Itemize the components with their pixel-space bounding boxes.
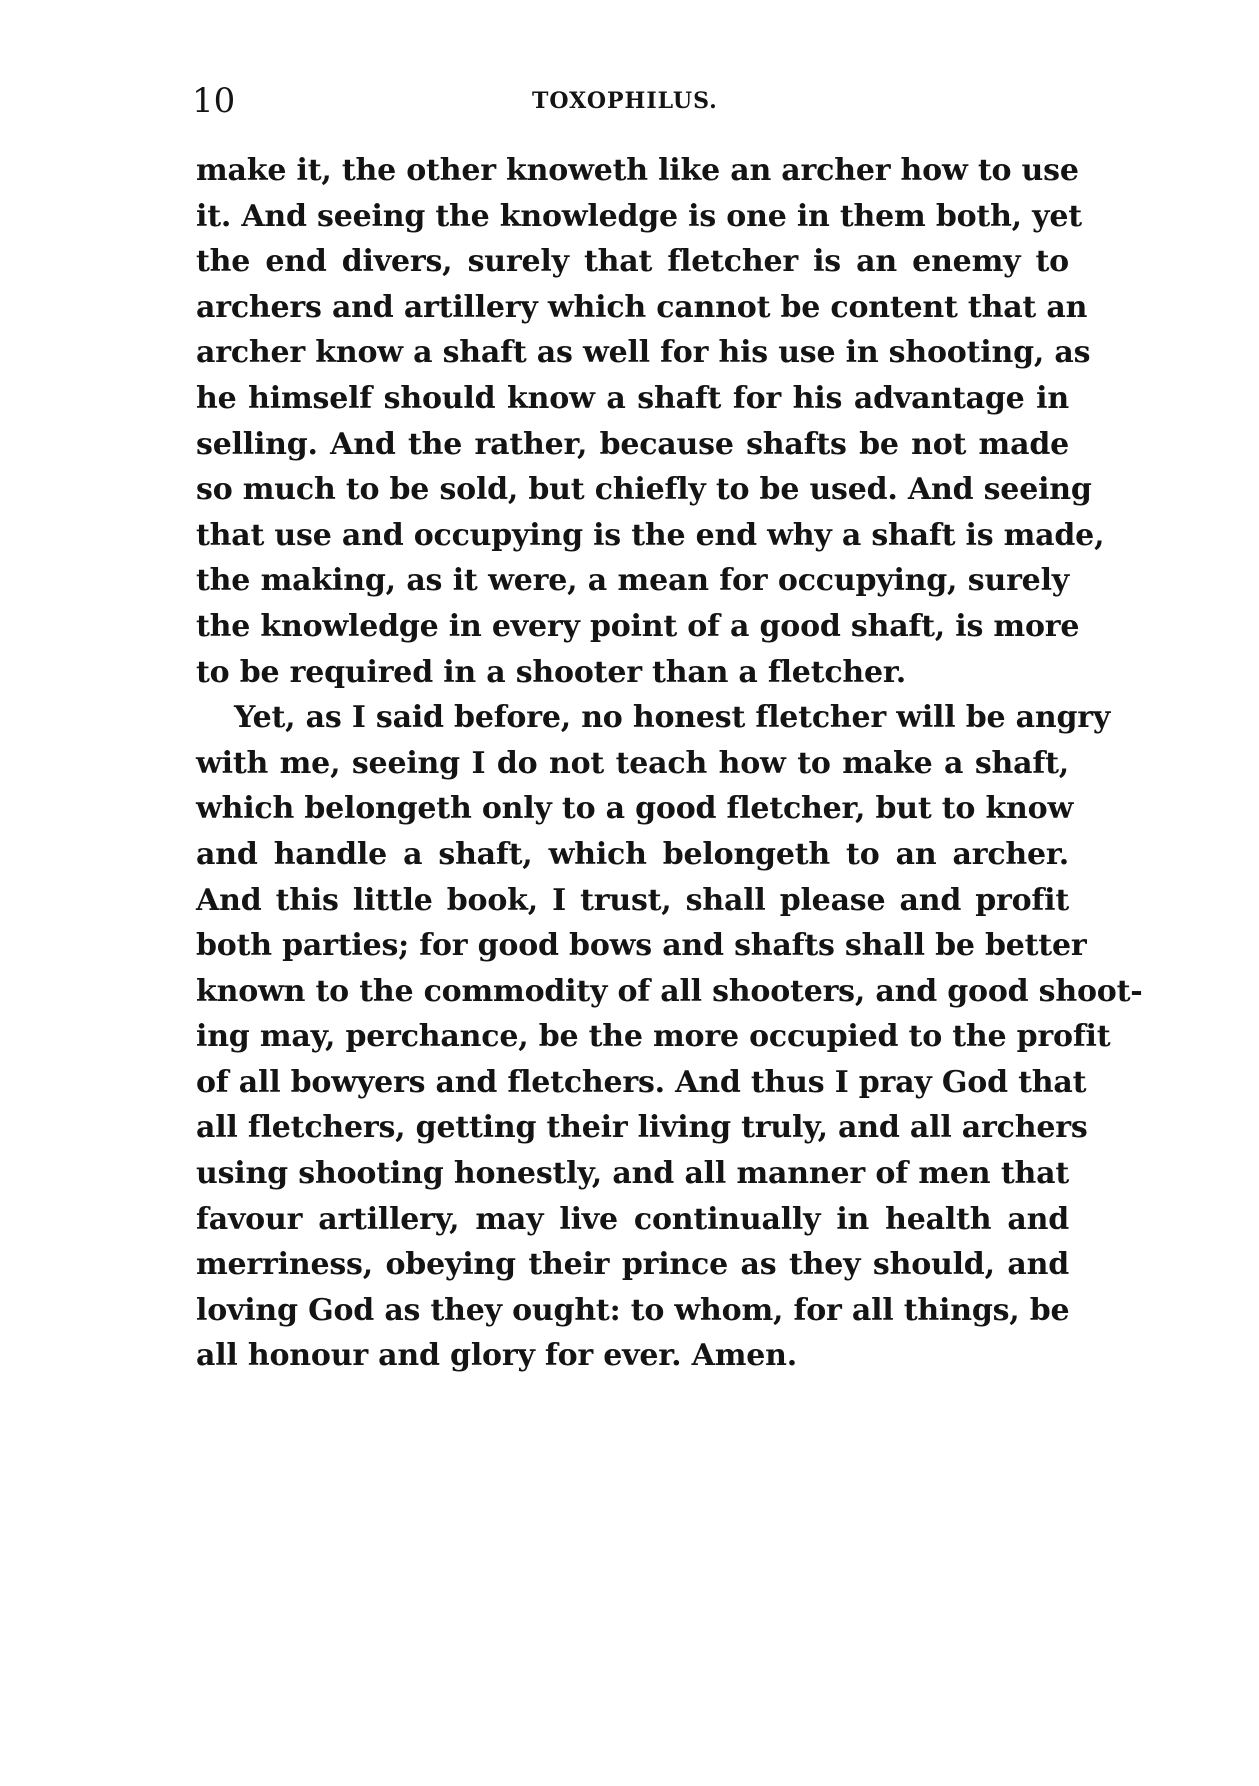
text-line: Yet, as I said before, no honest fletcher will be angry <box>234 700 1111 736</box>
text-line: the making, as it were, a mean for occupying, surely <box>196 563 1069 599</box>
text-line: with me, seeing I do not teach how to make a shaft, <box>196 745 1069 781</box>
text-line: make it, the other knoweth like an archer how to use <box>196 153 1079 188</box>
text-line: archer know a shaft as well for his use in shooting, as <box>196 335 1091 371</box>
text-line: and handle a shaft, which belongeth to an archer. <box>196 836 1069 872</box>
text-line: the end divers, surely that fletcher is an enemy to <box>196 244 1069 280</box>
text-line: And this little book, I trust, shall please and profit <box>196 882 1069 918</box>
text-line: all honour and glory for ever. Amen. <box>196 1338 797 1374</box>
body-text <box>196 148 1143 1379</box>
paragraph-2 <box>196 695 1143 1379</box>
text-line: merriness, obeying their prince as they should, and <box>196 1247 1069 1283</box>
text-line: so much to be sold, but chiefly to be used. And seeing <box>196 472 1092 508</box>
page-number: 10 <box>192 81 236 121</box>
text-line: all fletchers, getting their living truly, and all archers <box>196 1110 1088 1146</box>
text-line: loving God as they ought: to whom, for all things, be <box>196 1292 1070 1328</box>
running-head <box>192 78 1060 128</box>
paragraph-1 <box>196 148 1105 695</box>
text-line: using shooting honestly, and all manner of men that <box>196 1156 1069 1192</box>
text-line: both parties; for good bows and shafts shall be better <box>196 928 1087 964</box>
running-title: TOXOPHILUS. <box>532 88 718 114</box>
text-line: which belongeth only to a good fletcher, but to know <box>196 791 1074 827</box>
text-line: to be required in a shooter than a fletcher. <box>196 654 907 690</box>
text-line: the knowledge in every point of a good shaft, is more <box>196 608 1080 644</box>
text-line: archers and artillery which cannot be content that an <box>196 289 1088 325</box>
text-line: favour artillery, may live continually in health and <box>196 1201 1069 1237</box>
text-line: he himself should know a shaft for his advantage in <box>196 380 1069 416</box>
text-line: that use and occupying is the end why a shaft is made, <box>196 517 1105 553</box>
text-line: known to the commodity of all shooters, and good shoot- <box>196 973 1143 1009</box>
text-line: it. And seeing the knowledge is one in them both, yet <box>196 198 1082 234</box>
text-line: ing may, perchance, be the more occupied to the profit <box>196 1019 1111 1055</box>
text-line: of all bowyers and fletchers. And thus I pray God that <box>196 1064 1087 1100</box>
text-line: selling. And the rather, because shafts be not made <box>196 426 1069 462</box>
